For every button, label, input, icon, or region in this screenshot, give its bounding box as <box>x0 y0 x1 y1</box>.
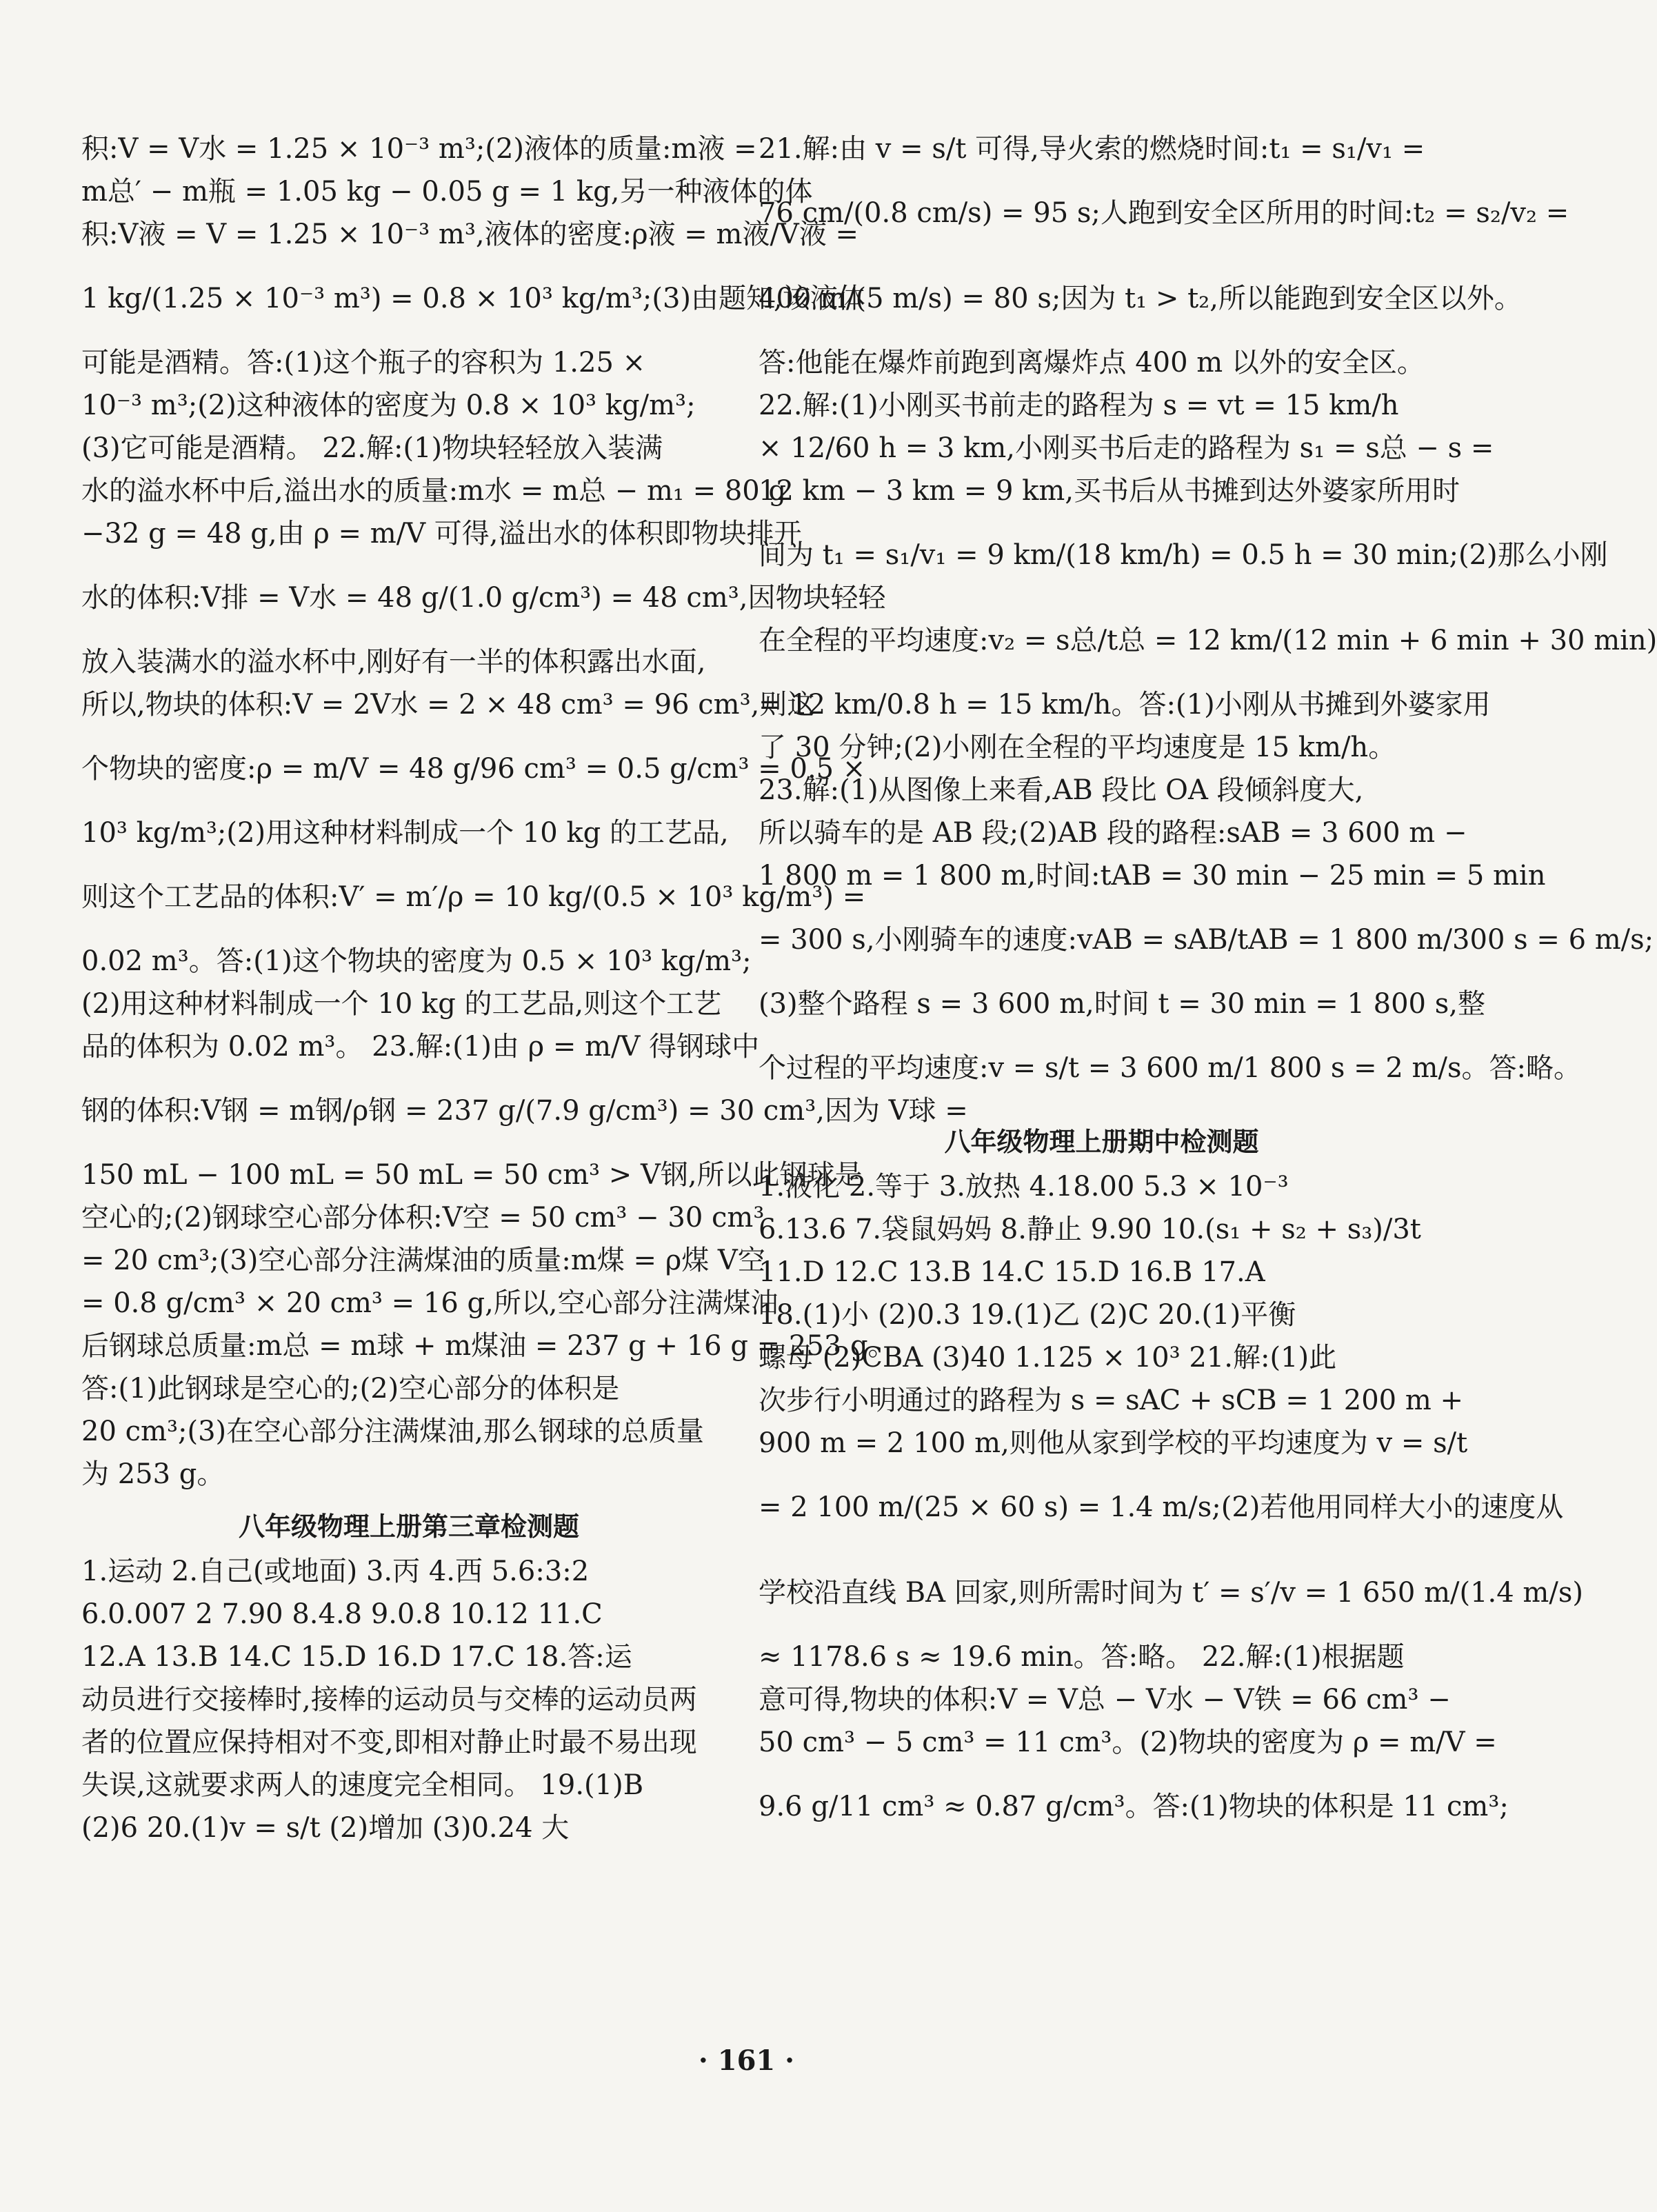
text-line: 者的位置应保持相对不变,即相对静止时最不易出现 <box>81 1727 697 1758</box>
text-line: 1 800 m = 1 800 m,时间:tAB = 30 min − 25 min = 5 min <box>759 860 1546 892</box>
text-line: 12.A 13.B 14.C 15.D 16.D 17.C 18.答:运 <box>81 1641 632 1673</box>
text-line: 个物块的密度:ρ = m/V = 48 g/96 cm³ = 0.5 g/cm³ = 0.5 × <box>81 753 866 785</box>
midterm-test-title: 八年级物理上册期中检测题 <box>944 1127 1259 1157</box>
text-line: 21.解:由 v = s/t 可得,导火索的燃烧时间:t₁ = s₁/v₁ = <box>759 133 1425 165</box>
text-line: 品的体积为 0.02 m³。 23.解:(1)由 ρ = m/V 得钢球中 <box>81 1031 760 1063</box>
text-line: (3)整个路程 s = 3 600 m,时间 t = 30 min = 1 800 s,整 <box>759 988 1485 1020</box>
text-line: 1 kg/(1.25 × 10⁻³ m³) = 0.8 × 10³ kg/m³;(3)由题知,该液体 <box>81 283 865 314</box>
text-line: 11.D 12.C 13.B 14.C 15.D 16.B 17.A <box>759 1256 1265 1288</box>
text-line: 失误,这就要求两人的速度完全相同。 19.(1)B <box>81 1769 644 1801</box>
text-line: 6.13.6 7.袋鼠妈妈 8.静止 9.90 10.(s₁ + s₂ + s₃)/3t <box>759 1214 1421 1245</box>
text-line: 意可得,物块的体积:V = V总 − V水 − V铁 = 66 cm³ − <box>759 1684 1451 1716</box>
text-line: 水的体积:V排 = V水 = 48 g/(1.0 g/cm³) = 48 cm³,因物块轻轻 <box>81 582 886 614</box>
text-line: 水的溢水杯中后,溢出水的质量:m水 = m总 − m₁ = 80 g <box>81 475 787 507</box>
text-line: 动员进行交接棒时,接棒的运动员与交棒的运动员两 <box>81 1684 697 1716</box>
text-line: 0.02 m³。答:(1)这个物块的密度为 0.5 × 10³ kg/m³; <box>81 945 752 977</box>
text-line: 9.6 g/11 cm³ ≈ 0.87 g/cm³。答:(1)物块的体积是 11 cm³; <box>759 1791 1509 1822</box>
text-line: = 12 km/0.8 h = 15 km/h。答:(1)小刚从书摊到外婆家用 <box>759 689 1491 721</box>
text-line: 10⁻³ m³;(2)这种液体的密度为 0.8 × 10³ kg/m³; <box>81 390 696 421</box>
text-line: 所以,物块的体积:V = 2V水 = 2 × 48 cm³ = 96 cm³,则这 <box>81 689 815 721</box>
text-line: 后钢球总质量:m总 = m球 + m煤油 = 237 g + 16 g = 253 g。 <box>81 1330 896 1362</box>
text-line: (3)它可能是酒精。 22.解:(1)物块轻轻放入装满 <box>81 432 663 464</box>
text-line: 学校沿直线 BA 回家,则所需时间为 t′ = s′/v = 1 650 m/(1.4 m/s) <box>759 1577 1583 1609</box>
text-line: 10³ kg/m³;(2)用这种材料制成一个 10 kg 的工艺品, <box>81 817 729 849</box>
chapter3-answers <box>81 1550 736 1849</box>
text-line: 1.液化 2.等于 3.放热 4.18.00 5.3 × 10⁻³ <box>759 1171 1289 1203</box>
text-line: 间为 t₁ = s₁/v₁ = 9 km/(18 km/h) = 0.5 h = 30 min;(2)那么小刚 <box>759 539 1608 571</box>
page-number: · 161 · <box>698 2044 795 2077</box>
text-line: 50 cm³ − 5 cm³ = 11 cm³。(2)物块的密度为 ρ = m/V = <box>759 1727 1497 1758</box>
left-column <box>81 128 968 1849</box>
text-line: 76 cm/(0.8 cm/s) = 95 s;人跑到安全区所用的时间:t₂ = s₂/v₂ = <box>759 197 1569 229</box>
text-line: 为 253 g。 <box>81 1458 225 1490</box>
text-line: (2)6 20.(1)v = s/t (2)增加 (3)0.24 大 <box>81 1812 570 1844</box>
text-line: 20 cm³;(3)在空心部分注满煤油,那么钢球的总质量 <box>81 1416 704 1447</box>
text-line: 钢的体积:V钢 = m钢/ρ钢 = 237 g/(7.9 g/cm³) = 30 cm³,因为 V球 = <box>81 1095 968 1127</box>
text-line: (2)用这种材料制成一个 10 kg 的工艺品,则这个工艺 <box>81 988 722 1020</box>
right-column <box>759 128 1657 1849</box>
text-line: 23.解:(1)从图像上来看,AB 段比 OA 段倾斜度大, <box>759 774 1364 806</box>
text-line: 400 m/(5 m/s) = 80 s;因为 t₁ > t₂,所以能跑到安全区以外。 <box>759 283 1522 314</box>
text-line: = 0.8 g/cm³ × 20 cm³ = 16 g,所以,空心部分注满煤油 <box>81 1287 779 1319</box>
left-answer-text <box>81 128 968 1496</box>
text-line: 22.解:(1)小刚买书前走的路程为 s = vt = 15 km/h <box>759 390 1399 421</box>
text-line: 在全程的平均速度:v₂ = s总/t总 = 12 km/(12 min + 6 min + 30 min) <box>759 625 1657 656</box>
text-line: 积:V = V水 = 1.25 × 10⁻³ m³;(2)液体的质量:m液 = <box>81 133 757 165</box>
text-line: −32 g = 48 g,由 ρ = m/V 可得,溢出水的体积即物块排开 <box>81 518 802 550</box>
text-line: 12 km − 3 km = 9 km,买书后从书摊到达外婆家所用时 <box>759 475 1460 507</box>
text-line: 18.(1)小 (2)0.3 19.(1)乙 (2)C 20.(1)平衡 <box>759 1299 1296 1331</box>
text-line: 则这个工艺品的体积:V′ = m′/ρ = 10 kg/(0.5 × 10³ kg/m³) = <box>81 881 866 913</box>
text-line: = 300 s,小刚骑车的速度:vAB = sAB/tAB = 1 800 m/300 s = 6 m/s; <box>759 924 1654 956</box>
text-line: 个过程的平均速度:v = s/t = 3 600 m/1 800 s = 2 m/s。答:略。 <box>759 1052 1581 1084</box>
text-line: 放入装满水的溢水杯中,刚好有一半的体积露出水面, <box>81 646 706 678</box>
text-line: 150 mL − 100 mL = 50 mL = 50 cm³ > V钢,所以此钢球是 <box>81 1159 863 1191</box>
text-line: = 2 100 m/(25 × 60 s) = 1.4 m/s;(2)若他用同样大小的速度从 <box>759 1491 1564 1523</box>
text-line: 6.0.007 2 7.90 8.4.8 9.0.8 10.12 11.C <box>81 1598 603 1630</box>
text-line: 可能是酒精。答:(1)这个瓶子的容积为 1.25 × <box>81 347 646 379</box>
right-answer-text <box>759 128 1657 1111</box>
text-line: 1.运动 2.自己(或地面) 3.丙 4.西 5.6:3:2 <box>81 1556 590 1587</box>
text-line: 所以骑车的是 AB 段;(2)AB 段的路程:sAB = 3 600 m − <box>759 817 1467 849</box>
text-line: ≈ 1178.6 s ≈ 19.6 min。答:略。 22.解:(1)根据题 <box>759 1641 1405 1673</box>
text-line: 900 m = 2 100 m,则他从家到学校的平均速度为 v = s/t <box>759 1427 1468 1459</box>
midterm-answers <box>759 1165 1583 1849</box>
text-line: 答:他能在爆炸前跑到离爆炸点 400 m 以外的安全区。 <box>759 347 1425 379</box>
text-line: 螺母 (2)CBA (3)40 1.125 × 10³ 21.解:(1)此 <box>759 1342 1337 1374</box>
text-line: 次步行小明通过的路程为 s = sAC + sCB = 1 200 m + <box>759 1385 1464 1416</box>
text-line: 空心的;(2)钢球空心部分体积:V空 = 50 cm³ − 30 cm³ <box>81 1202 765 1234</box>
text-line: × 12/60 h = 3 km,小刚买书后走的路程为 s₁ = s总 − s = <box>759 432 1494 464</box>
text-line: 答:(1)此钢球是空心的;(2)空心部分的体积是 <box>81 1373 620 1405</box>
text-line: = 20 cm³;(3)空心部分注满煤油的质量:m煤 = ρ煤 V空 <box>81 1245 765 1276</box>
text-line: 积:V液 = V = 1.25 × 10⁻³ m³,液体的密度:ρ液 = m液/V液 = <box>81 219 859 250</box>
text-line: 了 30 分钟;(2)小刚在全程的平均速度是 15 km/h。 <box>759 732 1396 763</box>
text-line: m总′ − m瓶 = 1.05 kg − 0.05 g = 1 kg,另一种液体的体 <box>81 176 813 208</box>
chapter3-test-title: 八年级物理上册第三章检测题 <box>238 1511 579 1542</box>
